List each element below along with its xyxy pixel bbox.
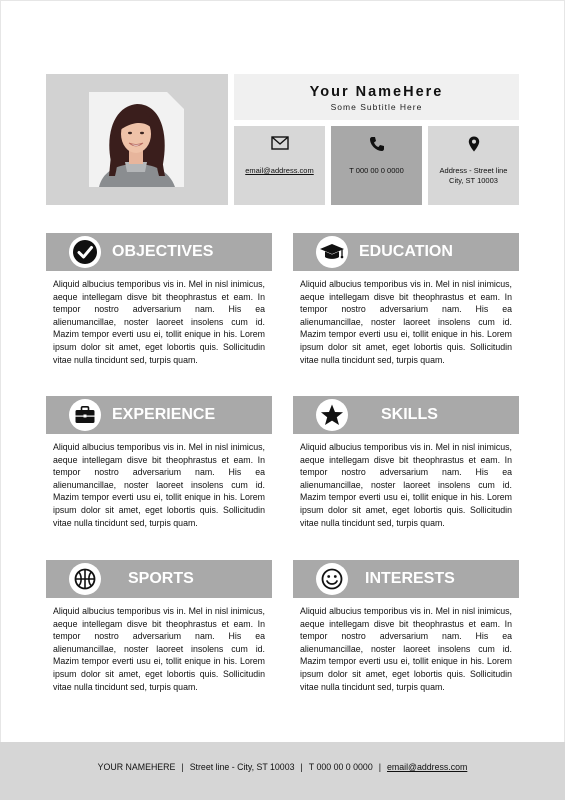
- envelope-icon: [234, 136, 325, 152]
- section-header: [293, 396, 519, 434]
- section-header: [293, 560, 519, 598]
- contact-address: [428, 126, 519, 205]
- section-title: OBJECTIVES: [112, 243, 214, 260]
- briefcase-icon: [69, 399, 101, 431]
- graduation-cap-icon: [316, 236, 348, 268]
- candidate-subtitle: Some Subtitle Here: [330, 102, 423, 112]
- section-sports: [46, 560, 272, 693]
- name-box: [234, 74, 519, 120]
- section-body: Aliquid albucius temporibus vis in. Mel in nisl inimicus, aeque intellegam disve bit theophrastus et eam. In tempor nostro adversarium nam. His ea alienumancillae, noster laoreet insolens cum id. Mazim tempor everti usu ei, tollit enique in his. Lorem ipsum dolor sit amet, eget lobortis quis. Sollicitudin vitae nulla tincidunt sed, turpis quam.: [300, 606, 512, 692]
- section-objectives: [46, 233, 272, 366]
- section-experience: [46, 396, 272, 529]
- section-interests: [293, 560, 519, 693]
- section-title: SKILLS: [381, 406, 438, 423]
- map-pin-icon: [428, 136, 519, 152]
- section-header: [46, 233, 272, 271]
- section-header: [46, 560, 272, 598]
- section-body: Aliquid albucius temporibus vis in. Mel in nisl inimicus, aeque intellegam disve bit theophrastus et eam. In tempor nostro adversarium nam. His ea alienumancillae, noster laoreet insolens cum id. Mazim tempor everti usu ei, tollit enique in his. Lorem ipsum dolor sit amet, eget lobortis quis. Sollicitudin vitae nulla tincidunt sed, turpis quam.: [300, 442, 512, 528]
- profile-photo-image: [89, 92, 184, 187]
- section-education: [293, 233, 519, 366]
- section-title: INTERESTS: [365, 570, 455, 587]
- section-header: [293, 233, 519, 271]
- smiley-icon: [316, 563, 348, 595]
- footer: [0, 742, 565, 800]
- footer-phone: T 000 00 0 0000: [308, 762, 373, 772]
- section-skills: [293, 396, 519, 529]
- address-line-1: Address - Street line: [439, 166, 508, 175]
- footer-name: YOUR NAMEHERE: [97, 762, 176, 772]
- phone-icon: [331, 136, 422, 152]
- checkmark-icon: [69, 236, 101, 268]
- address-text: [432, 166, 515, 186]
- section-body: Aliquid albucius temporibus vis in. Mel in nisl inimicus, aeque intellegam disve bit theophrastus et eam. In tempor nostro adversarium nam. His ea alienumancillae, noster laoreet insolens cum id. Mazim tempor everti usu ei, tollit enique in his. Lorem ipsum dolor sit amet, eget lobortis quis. Sollicitudin vitae nulla tincidunt sed, turpis quam.: [53, 606, 265, 692]
- section-header: [46, 396, 272, 434]
- footer-separator: |: [300, 762, 303, 772]
- email-link[interactable]: email@address.com: [245, 166, 314, 175]
- section-title: EXPERIENCE: [112, 406, 216, 423]
- phone-number: T 000 00 0 0000: [349, 166, 404, 175]
- section-title: EDUCATION: [359, 243, 453, 260]
- section-body: Aliquid albucius temporibus vis in. Mel in nisl inimicus, aeque intellegam disve bit theophrastus et eam. In tempor nostro adversarium nam. His ea alienumancillae, noster laoreet insolens cum id. Mazim tempor everti usu ei, tollit enique in his. Lorem ipsum dolor sit amet, eget lobortis quis. Sollicitudin vitae nulla tincidunt sed, turpis quam.: [300, 279, 512, 365]
- section-body: Aliquid albucius temporibus vis in. Mel in nisl inimicus, aeque intellegam disve bit theophrastus et eam. In tempor nostro adversarium nam. His ea alienumancillae, noster laoreet insolens cum id. Mazim tempor everti usu ei, tollit enique in his. Lorem ipsum dolor sit amet, eget lobortis quis. Sollicitudin vitae nulla tincidunt sed, turpis quam.: [53, 279, 265, 365]
- section-title: SPORTS: [128, 570, 194, 587]
- photo-panel: [46, 74, 228, 205]
- section-body: Aliquid albucius temporibus vis in. Mel in nisl inimicus, aeque intellegam disve bit theophrastus et eam. In tempor nostro adversarium nam. His ea alienumancillae, noster laoreet insolens cum id. Mazim tempor everti usu ei, tollit enique in his. Lorem ipsum dolor sit amet, eget lobortis quis. Sollicitudin vitae nulla tincidunt sed, turpis quam.: [53, 442, 265, 528]
- footer-separator: |: [181, 762, 184, 772]
- contact-phone: [331, 126, 422, 205]
- footer-separator: |: [378, 762, 382, 772]
- address-line-2: City, ST 10003: [449, 176, 498, 185]
- footer-address: Street line - City, ST 10003: [189, 762, 295, 772]
- profile-photo: [89, 92, 184, 187]
- candidate-name: Your NameHere: [309, 84, 444, 100]
- contact-email: [234, 126, 325, 205]
- footer-email-link[interactable]: email@address.com: [387, 762, 468, 772]
- basketball-icon: [69, 563, 101, 595]
- star-icon: [316, 399, 348, 431]
